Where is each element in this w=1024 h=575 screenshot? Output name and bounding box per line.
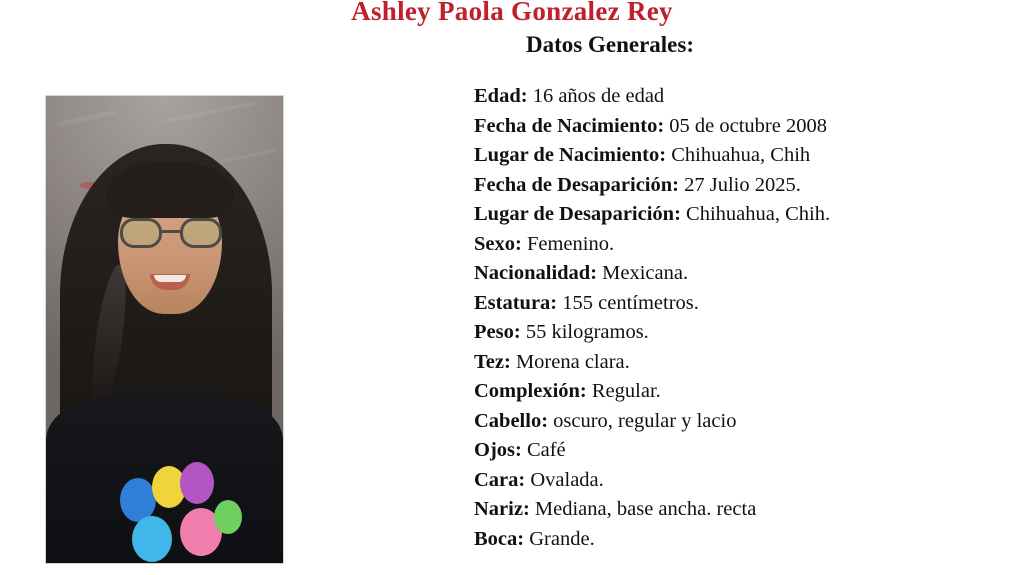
detail-row <box>474 318 1004 348</box>
detail-value: Ovalada. <box>530 468 604 491</box>
detail-row <box>474 407 1004 437</box>
wall-texture-streak <box>167 101 256 124</box>
hair-highlight <box>86 263 133 415</box>
detail-value: Chihuahua, Chih. <box>686 203 831 225</box>
detail-row <box>474 200 1004 230</box>
detail-row <box>474 259 1004 289</box>
detail-row <box>474 141 1004 171</box>
detail-value: Mediana, base ancha. recta <box>534 498 757 520</box>
detail-label: Cara: <box>474 468 526 491</box>
eyeglasses-icon <box>120 218 222 248</box>
detail-label: Nacionalidad: <box>474 262 598 284</box>
detail-label: Nariz: <box>474 498 530 520</box>
page-title: Ashley Paola Gonzalez Rey <box>351 0 673 26</box>
detail-label: Boca: <box>474 527 525 550</box>
detail-row <box>474 82 1004 112</box>
detail-row <box>474 377 1004 407</box>
detail-label: Fecha de Desaparición: <box>474 173 679 196</box>
detail-value: 05 de octubre 2008 <box>669 114 827 137</box>
shirt-graphic <box>214 500 242 534</box>
detail-label: Lugar de Nacimiento: <box>474 144 667 166</box>
detail-label: Fecha de Nacimiento: <box>474 114 665 137</box>
detail-label: Complexión: <box>474 380 587 402</box>
teeth <box>154 275 186 282</box>
wall-texture-streak <box>56 110 116 127</box>
detail-value: Mexicana. <box>602 262 689 284</box>
shirt-graphic <box>132 516 172 562</box>
detail-label: Cabello: <box>474 409 549 432</box>
detail-row <box>474 348 1004 378</box>
glasses-bridge <box>162 230 180 233</box>
detail-value: Regular. <box>591 380 661 402</box>
general-data-list <box>474 82 1004 554</box>
detail-row <box>474 436 1004 466</box>
lens-right <box>180 218 222 248</box>
detail-label: Ojos: <box>474 439 522 461</box>
detail-value: Femenino. <box>526 232 615 255</box>
right-margin <box>1016 0 1024 575</box>
detail-label: Edad: <box>474 85 528 107</box>
detail-row <box>474 230 1004 260</box>
detail-value: 27 Julio 2025. <box>684 173 801 196</box>
detail-label: Estatura: <box>474 291 558 314</box>
shirt-graphic <box>180 462 214 504</box>
detail-value: Grande. <box>529 527 595 550</box>
detail-value: 55 kilogramos. <box>525 321 649 343</box>
detail-row <box>474 466 1004 496</box>
detail-row <box>474 289 1004 319</box>
section-heading: Datos Generales: <box>526 32 694 57</box>
detail-row <box>474 525 1004 555</box>
detail-value: Chihuahua, Chih <box>671 144 811 166</box>
person-photo <box>45 95 284 564</box>
lens-left <box>120 218 162 248</box>
detail-label: Lugar de Desaparición: <box>474 203 681 225</box>
left-margin <box>0 0 8 575</box>
detail-label: Tez: <box>474 350 511 373</box>
detail-value: Café <box>526 439 566 461</box>
detail-value: 16 años de edad <box>532 85 665 107</box>
hair-fringe <box>106 162 234 218</box>
detail-label: Peso: <box>474 321 521 343</box>
detail-value: 155 centímetros. <box>562 291 699 314</box>
detail-value: oscuro, regular y lacio <box>553 409 737 432</box>
detail-value: Morena clara. <box>515 350 630 373</box>
detail-row <box>474 495 1004 525</box>
detail-row <box>474 171 1004 201</box>
detail-label: Sexo: <box>474 232 522 255</box>
detail-row <box>474 112 1004 142</box>
photo-background <box>46 96 283 563</box>
